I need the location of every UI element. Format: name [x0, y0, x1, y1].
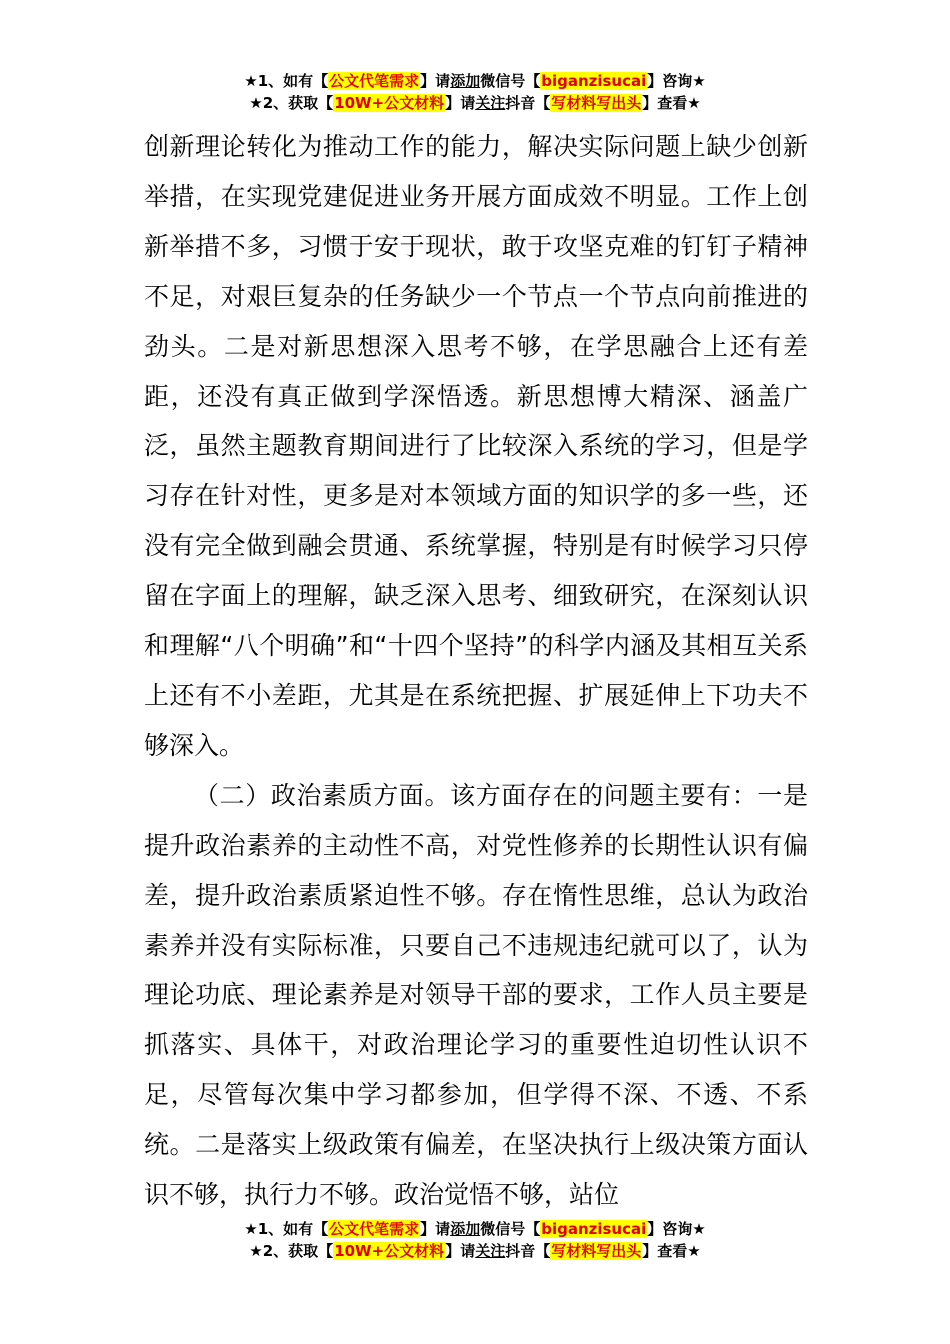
- banner-text: 】咨询★: [647, 72, 706, 90]
- banner-text: ★1、如有【: [244, 72, 329, 90]
- banner-text: 】请: [445, 1242, 476, 1260]
- banner-underline: 关注: [475, 94, 506, 112]
- banner-highlight: 写材料写出头: [551, 94, 642, 112]
- banner-text: 】查看★: [642, 1242, 701, 1260]
- banner-text: 】请: [420, 1220, 451, 1238]
- footer-banner: [0, 1218, 950, 1262]
- banner-text: ★2、获取【: [249, 94, 334, 112]
- banner-text: 】请: [445, 94, 476, 112]
- banner-text: 抖音【: [505, 94, 551, 112]
- paragraph-continuation: 创新理论转化为推动工作的能力，解决实际问题上缺少创新举措，在实现党建促进业务开展方面成效不明显。工作上创新举措不多，习惯于安于现状，敢于攻坚克难的钉钉子精神不足，对艰巨复杂的任务缺少一个节点一个节点向前推进的劲头。二是对新思想深入思考不够，在学思融合上还有差距，还没有真正做到学深悟透。新思想博大精深、涵盖广泛，虽然主题教育期间进行了比较深入系统的学习，但是学习存在针对性，更多是对本领域方面的知识学的多一些，还没有完全做到融会贯通、系统掌握，特别是有时候学习只停留在字面上的理解，缺乏深入思考、细致研究，在深刻认识和理解“八个明确”和“十四个坚持”的科学内涵及其相互关系上还有不小差距，尤其是在系统把握、扩展延伸上下功夫不够深入。: [144, 132, 808, 760]
- banner-highlight: 写材料写出头: [551, 1242, 642, 1260]
- banner-highlight: 公文代笔需求: [329, 1220, 420, 1238]
- banner-text: 】查看★: [642, 94, 701, 112]
- banner-line-2: [0, 1240, 950, 1262]
- banner-underline: 关注: [475, 1242, 506, 1260]
- banner-underline: 添加: [450, 72, 481, 90]
- banner-line-1: [0, 70, 950, 92]
- banner-text: 微信号【: [480, 72, 541, 90]
- banner-highlight: 10W+公文材料: [334, 94, 445, 112]
- banner-highlight: biganzisucai: [541, 1220, 647, 1238]
- banner-text: ★2、获取【: [249, 1242, 334, 1260]
- banner-text: 】请: [420, 72, 451, 90]
- banner-highlight: 10W+公文材料: [334, 1242, 445, 1260]
- banner-line-2: [0, 92, 950, 114]
- document-body: [144, 122, 808, 1220]
- banner-underline: 添加: [450, 1220, 481, 1238]
- header-banner: [0, 70, 950, 114]
- banner-text: 微信号【: [480, 1220, 541, 1238]
- banner-line-1: [0, 1218, 950, 1240]
- paragraph-political-quality: （二）政治素质方面。该方面存在的问题主要有：一是提升政治素养的主动性不高，对党性修养的长期性认识有偏差，提升政治素质紧迫性不够。存在惰性思维，总认为政治素养并没有实际标准，只要自己不违规违纪就可以了，认为理论功底、理论素养是对领导干部的要求，工作人员主要是抓落实、具体干，对政治理论学习的重要性迫切性认识不足，尽管每次集中学习都参加，但学得不深、不透、不系统。二是落实上级政策有偏差，在坚决执行上级决策方面认识不够，执行力不够。政治觉悟不够，站位: [144, 780, 808, 1210]
- banner-text: 】咨询★: [647, 1220, 706, 1238]
- banner-highlight: biganzisucai: [541, 72, 647, 90]
- banner-highlight: 公文代笔需求: [329, 72, 420, 90]
- banner-text: 抖音【: [505, 1242, 551, 1260]
- banner-text: ★1、如有【: [244, 1220, 329, 1238]
